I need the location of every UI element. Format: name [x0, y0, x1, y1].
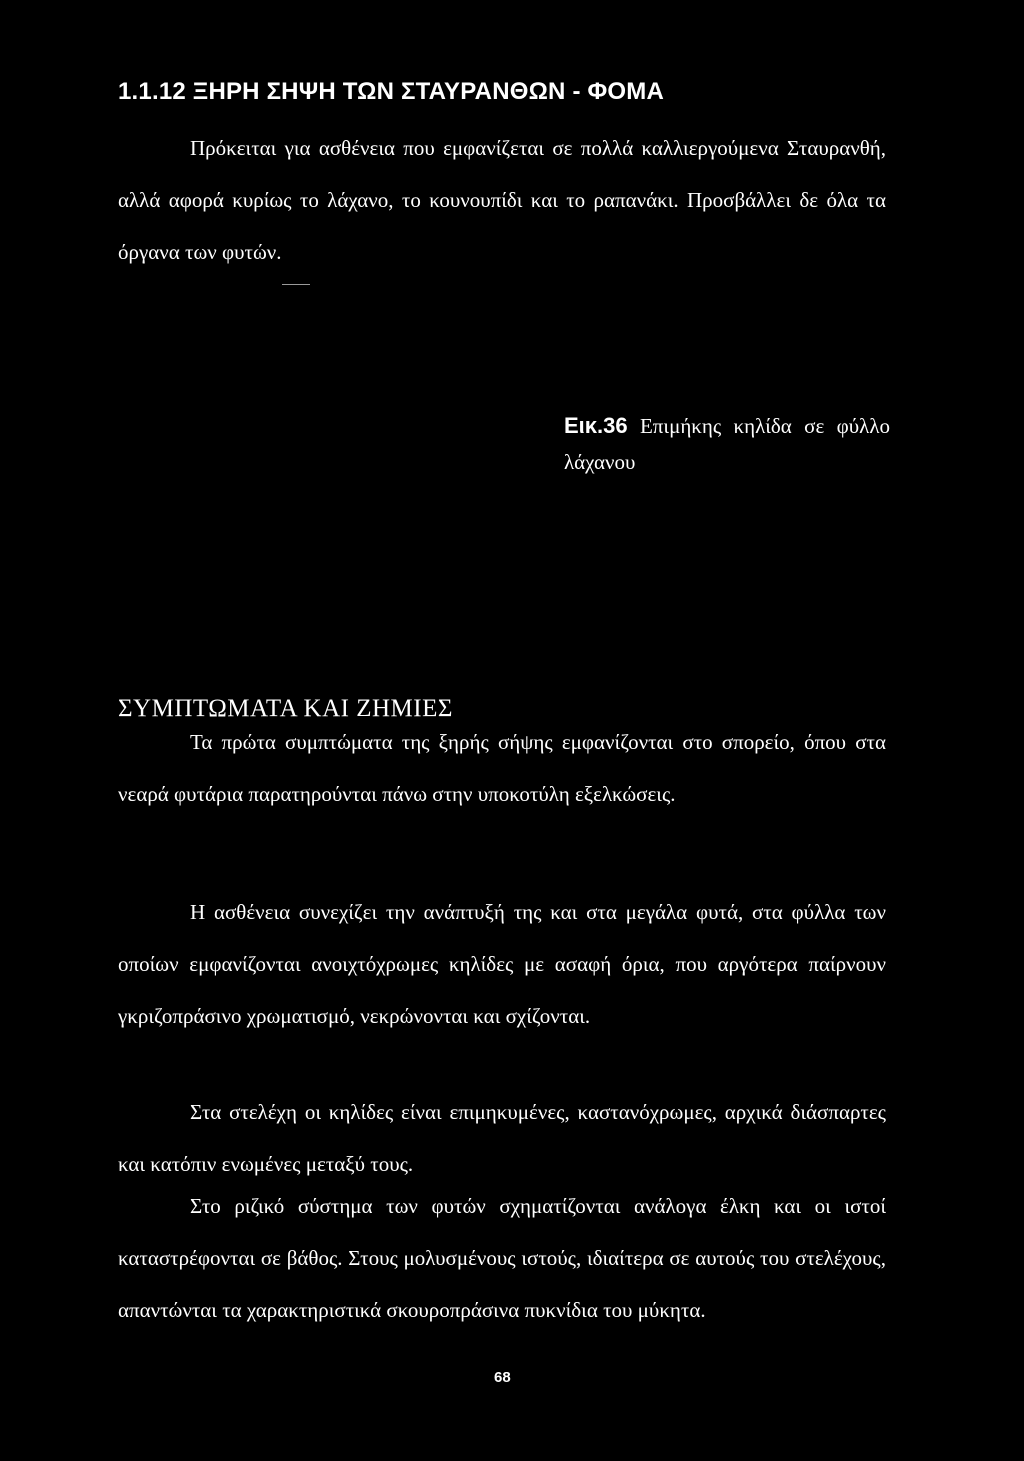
intro-paragraph: Πρόκειται για ασθένεια που εμφανίζεται σε πολλά καλλιεργούμενα Σταυρανθή, αλλά αφορά κυρίως το λάχανο, το κουνουπίδι και το ραπανάκι. Προσβάλλει δε όλα τα όργανα των φυτών. [118, 136, 886, 264]
figure-rule [282, 284, 310, 285]
section-title: 1.1.12 ΞΗΡΗ ΣΗΨΗ ΤΩΝ ΣΤΑΥΡΑΝΘΩΝ - ΦΟΜΑ [118, 78, 664, 105]
subsection-title: ΣΥΜΠΤΩΜΑΤΑ ΚΑΙ ΖΗΜΙΕΣ [118, 695, 453, 722]
paragraph-leaves: Η ασθένεια συνεχίζει την ανάπτυξή της και στα μεγάλα φυτά, στα φύλλα των οποίων εμφανίζονται ανοιχτόχρωμες κηλίδες με ασαφή όρια, που αργότερα παίρνουν γκριζοπράσινο χρωματισμό, νεκρώνονται και σχίζονται. [118, 900, 886, 1028]
figure [118, 262, 891, 662]
paragraph-seedbed: Τα πρώτα συμπτώματα της ξηρής σήψης εμφανίζονται στο σπορείο, όπου στα νεαρά φυτάρια παρατηρούνται πάνω στην υποκοτύλη εξελκώσεις. [118, 730, 886, 806]
paragraph-roots: Στο ριζικό σύστημα των φυτών σχηματίζονται ανάλογα έλκη και οι ιστοί καταστρέφονται σε βάθος. Στους μολυσμένους ιστούς, ιδιαίτερα σε αυτούς του στελέχους, απαντώνται τα χαρακτηριστικά σκουροπράσινα πυκνίδια του μύκητα. [118, 1194, 886, 1322]
figure-caption [564, 408, 890, 480]
paragraph-stems: Στα στελέχη οι κηλίδες είναι επιμηκυμένες, καστανόχρωμες, αρχικά διάσπαρτες και κατόπιν ενωμένες μεταξύ τους. [118, 1100, 886, 1176]
page-number: 68 [494, 1369, 511, 1386]
figure-caption-label: Εικ.36 [564, 413, 628, 438]
figure-caption-text: Επιμήκης κηλίδα σε φύλλο λάχανου [564, 414, 891, 474]
document-page [118, 0, 891, 1461]
